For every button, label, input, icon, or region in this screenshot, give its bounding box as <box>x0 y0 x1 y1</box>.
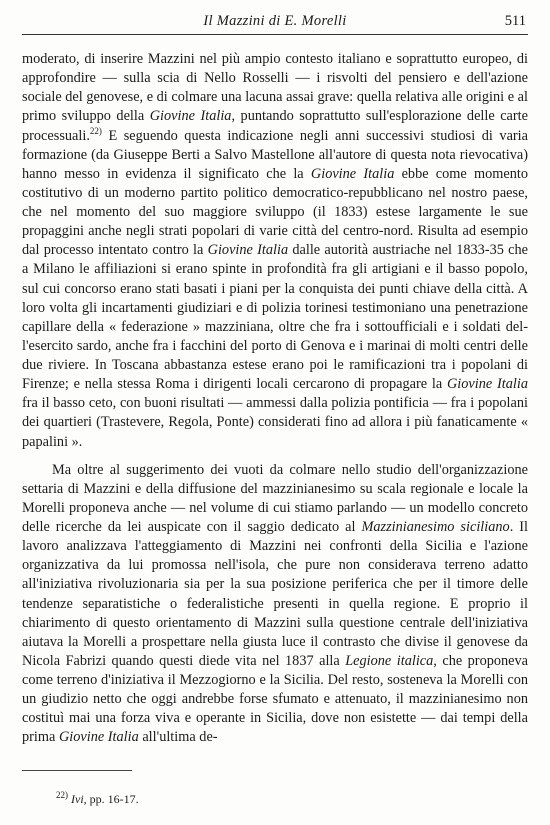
text-run: fra il basso ceto, con buoni risultati — ammessi dalla polizia pontificia — fra i popolani dei quartieri (Trastevere, Regola, Ponte) considerati fino ad allora i più fanaticamente « papalini ». <box>22 395 528 450</box>
paragraph <box>22 50 528 452</box>
text-run: ebbe come momento costitutivo di un moderno partito politico democratico-repubblicano nel nostro paese, che nel momento del suo maggiore sviluppo (il 1833) estese largamente le sue propaggini anche negli strati popolari di varie città del centro-nord. Risulta ad esempio dal processo intentato contro la <box>22 165 528 259</box>
footnote-marker: 22) <box>56 790 68 800</box>
footnote-pages: , pp. 16-17. <box>83 792 139 806</box>
text-run: E seguendo questa indicazione negli anni successivi studiosi di varia formazione (da Giuseppe Berti a Salvo Mastellone all'autore di questa nota rievocativa) hanno messo in evidenza il significato che la <box>22 127 528 182</box>
page-header <box>22 12 528 35</box>
italic-text: Giovine Italia <box>149 108 232 125</box>
text-run: dalle autorità austriache nel 1833-35 che a Milano le affiliazioni si erano spinte in profondità fra gli artigiani e il basso popolo, sul cui concorso erano stati basati i piani per la conquista dei punti chiave della città. A loro volta gli incartamenti giudiziari e di polizia torinesi testimoniano una penetrazione capillare della « federazione » mazziniana, oltre che fra i sottoufficiali e i soldati dell'esercito sardo, anche fra i facchini del porto di Genova e i marinai di molti centri delle due riviere. In Toscana abbastanza estese erano poi le ramificazioni tra i popolani di Firenze; e nella stessa Roma i dirigenti locali cercarono di propagare la <box>22 242 528 393</box>
italic-text: Giovine Italia <box>207 242 289 259</box>
footnote-source: Ivi <box>71 792 84 806</box>
italic-text: Mazzinianesimo siciliano <box>361 519 510 535</box>
text-run: , che proponeva come terreno d'iniziativa il Mezzogiorno e la Sicilia. Del resto, sosteneva la Morelli con un giudizio netto che oggi andrebbe forse sfumato e attenuato, il mazzinianesimo non costituì mai una forza viva e operante in Sicilia, dove non esistette — dai tempi della prima <box>22 652 529 746</box>
text-run: . Il lavoro analizzava l'atteggiamento di Mazzini nei confronti della Sicilia e l'azione organizzativa da lui promossa nell'isola, che pure non considerava terreno adatto all'iniziativa rivoluzionaria sia per la sua posizione periferica che per il timore delle tendenze separatistiche o federalistiche presenti in quella regione. E proprio il chiarimento di questo orientamento di Mazzini sulla questione centrale dell'iniziativa aiutava la Morelli a prospettare nella giusta luce il contrasto che divise il genovese da Nicola Fabrizi quando questi diede vita nel 1837 alla <box>22 519 529 669</box>
footnote <box>56 792 139 807</box>
footnote-divider <box>22 770 132 771</box>
text-run: Ma oltre al suggerimento dei vuoti da colmare nello studio dell'organizzazione settaria di Mazzini e della diffusione del mazzinianesimo su scala regionale e locale la Morelli proponeva anche — nel volume di cui stiamo parlando — un modello concreto delle ricerche da lei auspicate con il saggio dedicato al <box>22 461 528 535</box>
running-head: Il Mazzini di E. Morelli <box>203 13 347 29</box>
page-number: 511 <box>504 13 526 29</box>
text-run: all'ultima de- <box>138 729 218 746</box>
body-text <box>22 50 528 748</box>
italic-text: Giovine Italia <box>310 165 395 182</box>
italic-text: Giovine Italia <box>446 376 528 393</box>
footnote-reference: 22) <box>89 125 102 136</box>
italic-text: Legione italica <box>345 652 434 669</box>
italic-text: Giovine Italia <box>58 729 139 746</box>
text-run: , puntando soprattutto sull'esplorazione delle carte processuali. <box>22 108 528 144</box>
text-run: moderato, di inserire Mazzini nel più ampio contesto italiano e soprattutto europeo, di approfondire — sulla scia di Nello Rosselli — i risvolti del pensiero e dell'azione sociale del genovese, e di colmare una lacuna assai grave: quella relativa alle origini e al primo sviluppo della <box>22 51 528 125</box>
paragraph <box>22 461 528 748</box>
